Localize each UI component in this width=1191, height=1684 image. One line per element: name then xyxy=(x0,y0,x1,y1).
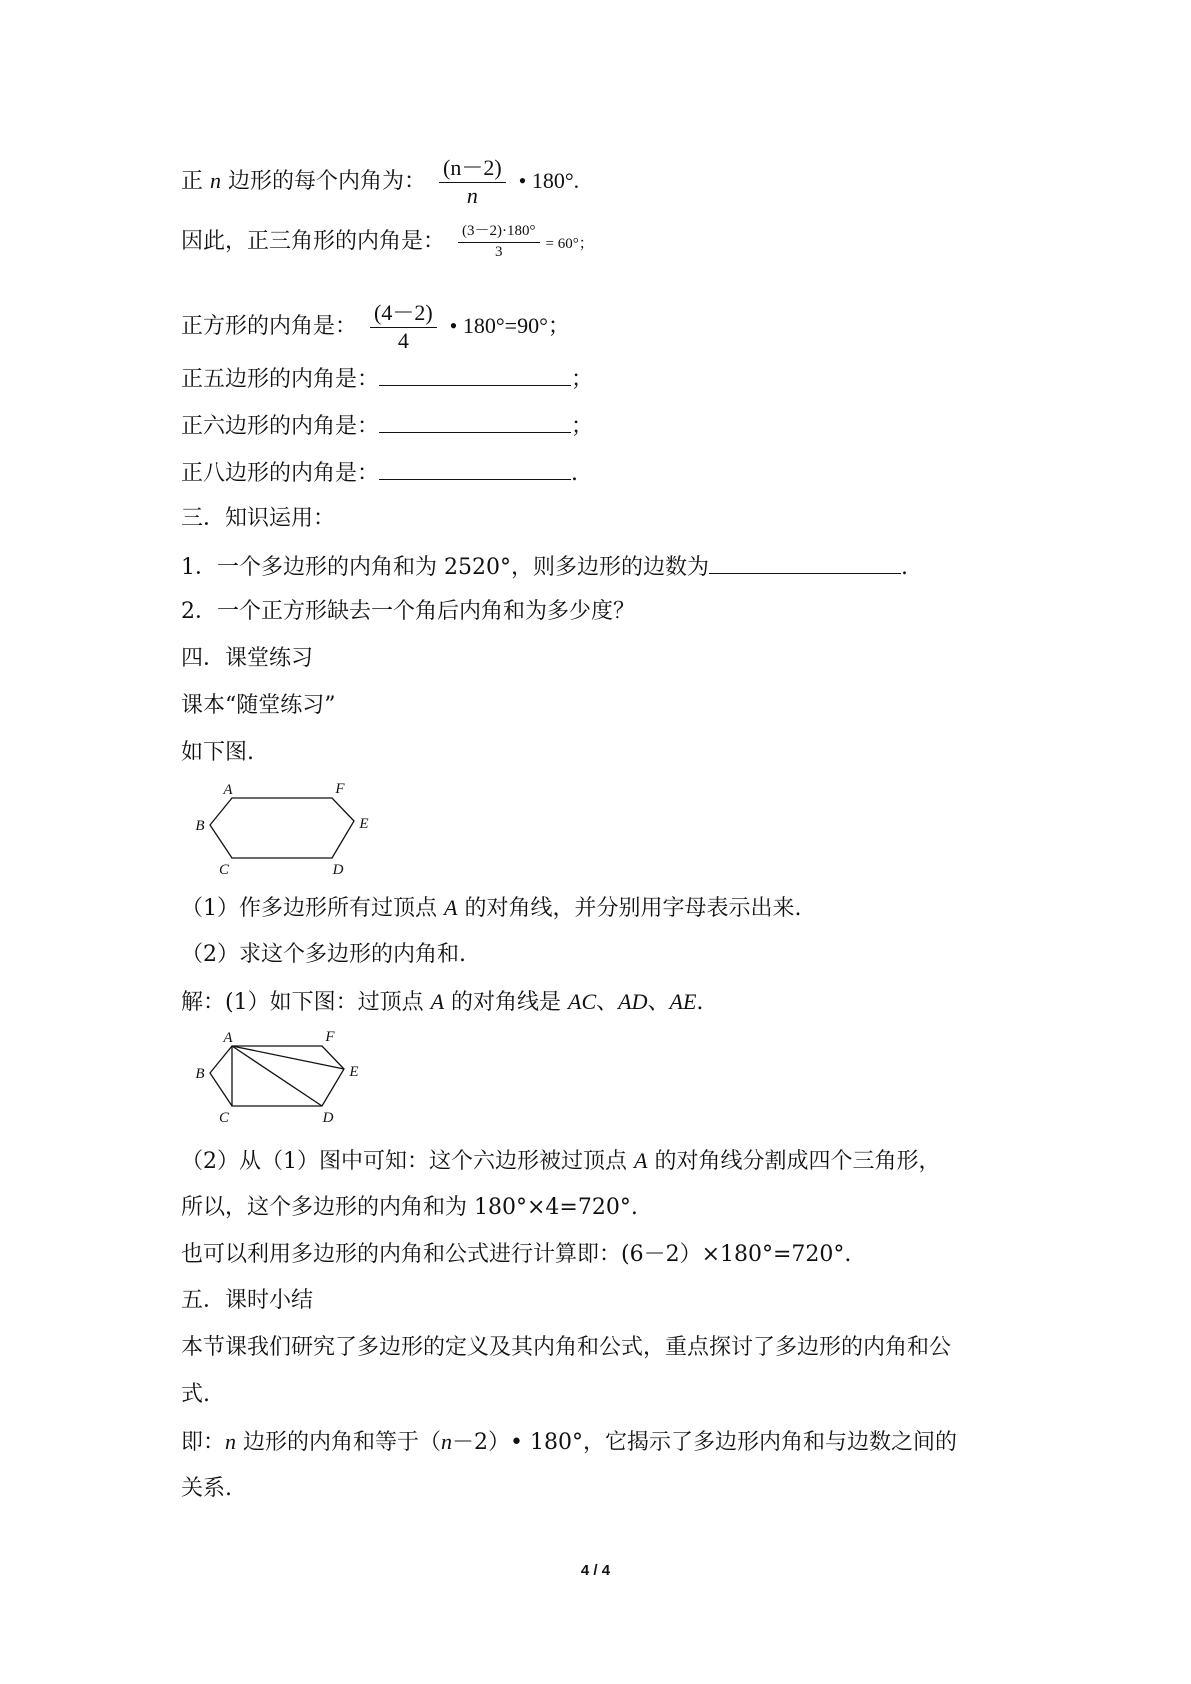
vertex-label-d: D xyxy=(332,862,344,877)
section-heading-5: 五．课时小结 xyxy=(181,1288,314,1313)
pentagon-angle-line: 正五边形的内角是： ； xyxy=(181,363,593,395)
hexagon-figure xyxy=(190,782,370,877)
question-2: 2．一个正方形缺去一个角后内角和为多少度？ xyxy=(181,599,635,624)
formula-regular-polygon-angle: 正 n 边形的每个内角为： $\frac{(n-2)}{n}$ • 180°. xyxy=(181,155,580,208)
square-angle-line: 正方形的内角是： $\frac{(4-2)}{4}$ • 180°=90°； xyxy=(181,300,570,353)
triangle-angle-line: 因此，正三角形的内角是： $\frac{(3-2)\cdot 180^\circ}{3}$ = 60°； xyxy=(181,223,594,260)
page-number: 4 / 4 xyxy=(580,1562,611,1579)
fraction: $\frac{(3-2)\cdot 180^\circ}{3}$ xyxy=(458,222,539,262)
fraction: $\frac{(4-2)}{4}$ xyxy=(370,300,437,354)
hexagon-angle-line: 正六边形的内角是： ； xyxy=(181,410,593,442)
vertex-label-d: D xyxy=(322,1110,334,1125)
section-heading-3: 三．知识运用： xyxy=(181,506,336,531)
hexagon-diagonals-figure xyxy=(190,1030,370,1125)
vertex-label-b: B xyxy=(195,1066,205,1082)
answer-blank xyxy=(379,457,571,480)
vertex-label-e: E xyxy=(359,816,369,832)
question-1: 1．一个多边形的内角和为 2520°，则多边形的边数为 . xyxy=(181,551,908,583)
section-heading-4: 四．课堂练习 xyxy=(181,646,314,671)
solution-1: 解：(1）如下图：过顶点 A 的对角线是 AC、AD、AE. xyxy=(181,989,704,1015)
answer-blank xyxy=(379,410,571,433)
textbook-reference: 课本“随堂练习” xyxy=(181,693,336,718)
hexagon-outline xyxy=(210,798,354,858)
vertex-label-c: C xyxy=(218,862,230,877)
summary-line-1: 本节课我们研究了多边形的定义及其内角和公式，重点探讨了多边形的内角和公 xyxy=(181,1335,952,1360)
vertex-label-f: F xyxy=(325,1030,335,1045)
summary-line-2: 式. xyxy=(181,1382,210,1407)
solution-3: 所以，这个多边形的内角和为 180°×4=720°. xyxy=(181,1195,638,1220)
solution-4: 也可以利用多边形的内角和公式进行计算即：(6－2）×180°=720°. xyxy=(181,1242,852,1267)
fraction: $\frac{(n-2)}{n}$ xyxy=(439,155,506,209)
task-2: （2）求这个多边形的内角和. xyxy=(181,942,466,967)
vertex-label-a: A xyxy=(223,1030,233,1046)
answer-blank xyxy=(709,551,901,574)
octagon-angle-line: 正八边形的内角是： . xyxy=(181,457,578,489)
solution-2: （2）从（1）图中可知：这个六边形被过顶点 A 的对角线分割成四个三角形， xyxy=(181,1148,941,1174)
summary-line-3: 即：n 边形的内角和等于（n－2）• 180°，它揭示了多边形内角和与边数之间的 xyxy=(181,1429,957,1455)
vertex-label-e: E xyxy=(349,1064,359,1080)
figure-intro: 如下图. xyxy=(181,740,254,765)
vertex-label-a: A xyxy=(223,782,233,798)
answer-blank xyxy=(379,363,571,386)
vertex-label-c: C xyxy=(218,1110,230,1125)
vertex-label-b: B xyxy=(195,818,205,834)
task-1: （1）作多边形所有过顶点 A 的对角线，并分别用字母表示出来. xyxy=(181,895,802,921)
summary-line-4: 关系. xyxy=(181,1476,232,1501)
vertex-label-f: F xyxy=(335,782,345,797)
